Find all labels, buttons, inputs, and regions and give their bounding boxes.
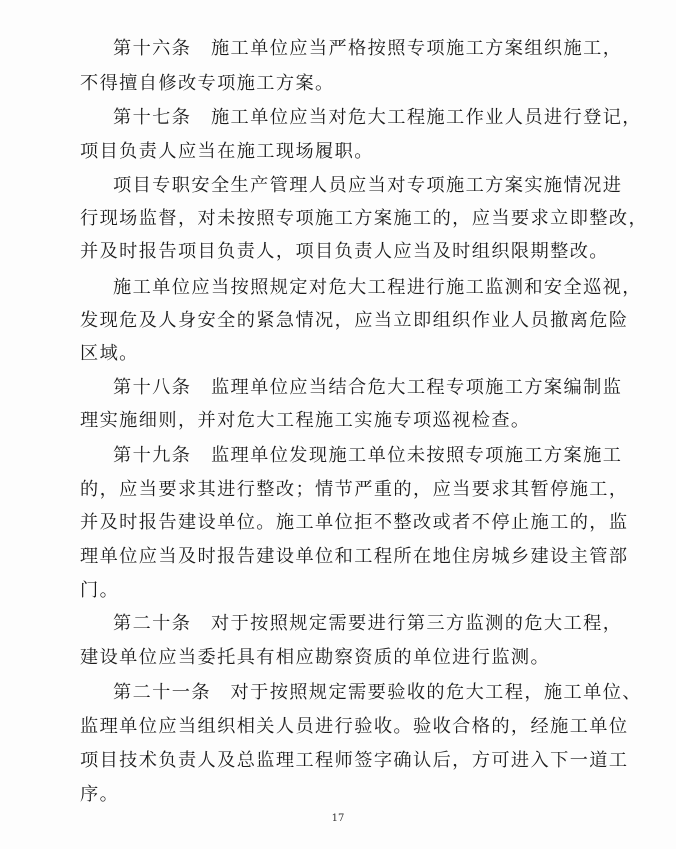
text-line: 第十七条 施工单位应当对危大工程施工作业人员进行登记， bbox=[113, 107, 642, 128]
text-line: 并及时报告项目负责人，项目负责人应当及时组织限期整改。 bbox=[80, 241, 609, 262]
page-number: 17 bbox=[331, 813, 345, 824]
text-line: 发现危及人身安全的紧急情况，应当立即组织作业人员撤离危险 bbox=[80, 310, 629, 331]
text-line: 理单位应当及时报告建设单位和工程所在地住房城乡建设主管部 bbox=[80, 546, 629, 567]
text-line: 理实施细则，并对危大工程施工实施专项巡视检查。 bbox=[80, 410, 531, 431]
text-line: 项目负责人应当在施工现场履职。 bbox=[80, 141, 374, 162]
text-line: 不得擅自修改专项施工方案。 bbox=[80, 73, 335, 94]
text-line: 施工单位应当按照规定对危大工程进行施工监测和安全巡视， bbox=[113, 277, 642, 298]
text-line: 第二十条 对于按照规定需要进行第三方监测的危大工程， bbox=[113, 613, 623, 634]
text-line: 第十六条 施工单位应当严格按照专项施工方案组织施工， bbox=[113, 38, 623, 59]
text-line: 并及时报告建设单位。施工单位拒不整改或者不停止施工的，监 bbox=[80, 512, 629, 533]
text-line: 第十九条 监理单位发现施工单位未按照专项施工方案施工 bbox=[113, 445, 623, 466]
text-line: 序。 bbox=[80, 784, 120, 805]
text-line: 建设单位应当委托具有相应勘察资质的单位进行监测。 bbox=[80, 647, 551, 668]
text-line: 第十八条 监理单位应当结合危大工程专项施工方案编制监 bbox=[113, 377, 623, 398]
text-line: 区域。 bbox=[80, 343, 139, 364]
text-line: 行现场监督，对未按照专项施工方案施工的，应当要求立即整改， bbox=[80, 208, 649, 229]
text-line: 第二十一条 对于按照规定需要验收的危大工程，施工单位、 bbox=[113, 682, 642, 703]
text-line: 项目专职安全生产管理人员应当对专项施工方案实施情况进 bbox=[113, 175, 623, 196]
text-line: 门。 bbox=[80, 580, 120, 601]
text-line: 项目技术负责人及总监理工程师签字确认后，方可进入下一道工 bbox=[80, 750, 629, 771]
text-line: 的，应当要求其进行整改；情节严重的，应当要求其暂停施工， bbox=[80, 479, 629, 500]
text-line: 监理单位应当组织相关人员进行验收。验收合格的，经施工单位 bbox=[80, 716, 629, 737]
